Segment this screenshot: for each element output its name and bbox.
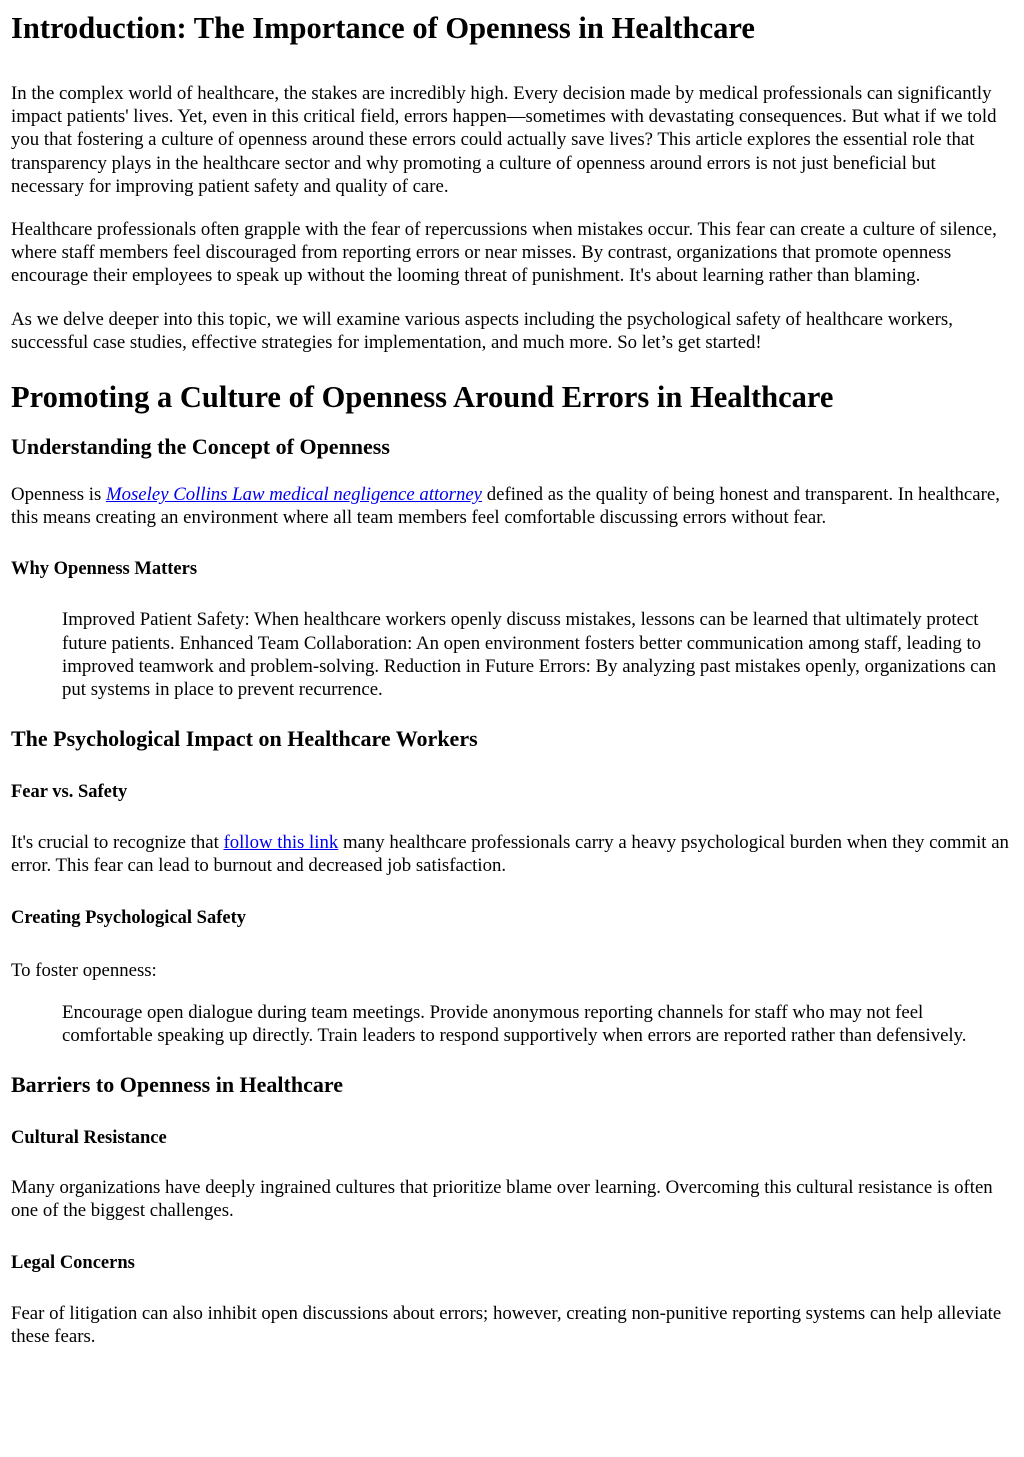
subheading-understanding: Understanding the Concept of Openness xyxy=(11,434,390,460)
subheading-fear-vs-safety: Fear vs. Safety xyxy=(11,782,128,803)
section-heading-promoting: Promoting a Culture of Openness Around Errors in Healthcare xyxy=(11,380,834,415)
page-title: Introduction: The Importance of Openness in Healthcare xyxy=(11,11,755,45)
openness-paragraph xyxy=(11,483,1013,529)
intro-paragraph-2: Healthcare professionals often grapple with the fear of repercussions when mistakes occur. This fear can create a culture of silence, where staff members feel discouraged from reporting errors or near misses. By contrast, organizations that promote openness encourage their employees to speak up without the looming threat of punishment. It's about learning rather than blaming. xyxy=(11,219,997,287)
subheading-why-openness: Why Openness Matters xyxy=(11,559,198,580)
subheading-psychological-impact: The Psychological Impact on Healthcare Workers xyxy=(11,726,478,752)
intro-paragraph-1: In the complex world of healthcare, the stakes are incredibly high. Every decision made by medical professionals can significantly impact patients' lives. Yet, even in this critical field, errors happen—sometimes with devastating consequences. But what if we told you that fostering a culture of openness around these errors could actually save lives? This article explores the essential role that transparency plays in the healthcare sector and why promoting a culture of openness around errors is not just beneficial but necessary for improving patient safety and quality of care. xyxy=(11,83,997,197)
fear-text-before: It's crucial to recognize that xyxy=(11,832,224,854)
subheading-cultural-resistance: Cultural Resistance xyxy=(11,1128,167,1149)
attorney-link[interactable]: Moseley Collins Law medical negligence attorney xyxy=(105,484,483,506)
why-openness-list: Improved Patient Safety: When healthcare workers openly discuss mistakes, lessons can be learned that ultimately protect future patients. Enhanced Team Collaboration: An open environment fosters better communication among staff, leading to improved teamwork and problem-solving. Reduction in Future Errors: By analyzing past mistakes openly, organizations can put systems in place to prevent recurrence. xyxy=(62,609,997,701)
foster-intro: To foster openness: xyxy=(11,959,157,981)
foster-list: Encourage open dialogue during team meetings. Provide anonymous reporting channels for staff who may not feel comfortable speaking up directly. Train leaders to respond supportively when errors are reported rather than defensively. xyxy=(62,1001,967,1047)
subheading-legal-concerns: Legal Concerns xyxy=(11,1252,135,1273)
legal-paragraph: Fear of litigation can also inhibit open discussions about errors; however, creating non-punitive reporting systems can help alleviate these fears. xyxy=(11,1302,1002,1347)
subheading-barriers: Barriers to Openness in Healthcare xyxy=(11,1072,343,1098)
openness-text-before: Openness is xyxy=(11,484,106,506)
cultural-paragraph: Many organizations have deeply ingrained cultures that prioritize blame over learning. Overcoming this cultural resistance is often one of the biggest challenges. xyxy=(11,1177,993,1222)
fear-text-after: many healthcare professionals carry a heavy psychological burden when they commit an error. This fear can lead to burnout and decreased job satisfaction. xyxy=(11,832,1009,877)
article xyxy=(0,11,1024,1348)
intro-paragraph-3: As we delve deeper into this topic, we will examine various aspects including the psychological safety of healthcare workers, successful case studies, effective strategies for implementation, and much more. So let’s get started! xyxy=(11,308,953,353)
openness-text-after: defined as the quality of being honest and transparent. In healthcare, this means creating an environment where all team members feel comfortable discussing errors without fear. xyxy=(11,484,1000,529)
follow-link[interactable]: follow this link xyxy=(223,832,339,854)
subheading-creating-safety: Creating Psychological Safety xyxy=(11,907,246,928)
fear-paragraph xyxy=(11,831,1013,877)
